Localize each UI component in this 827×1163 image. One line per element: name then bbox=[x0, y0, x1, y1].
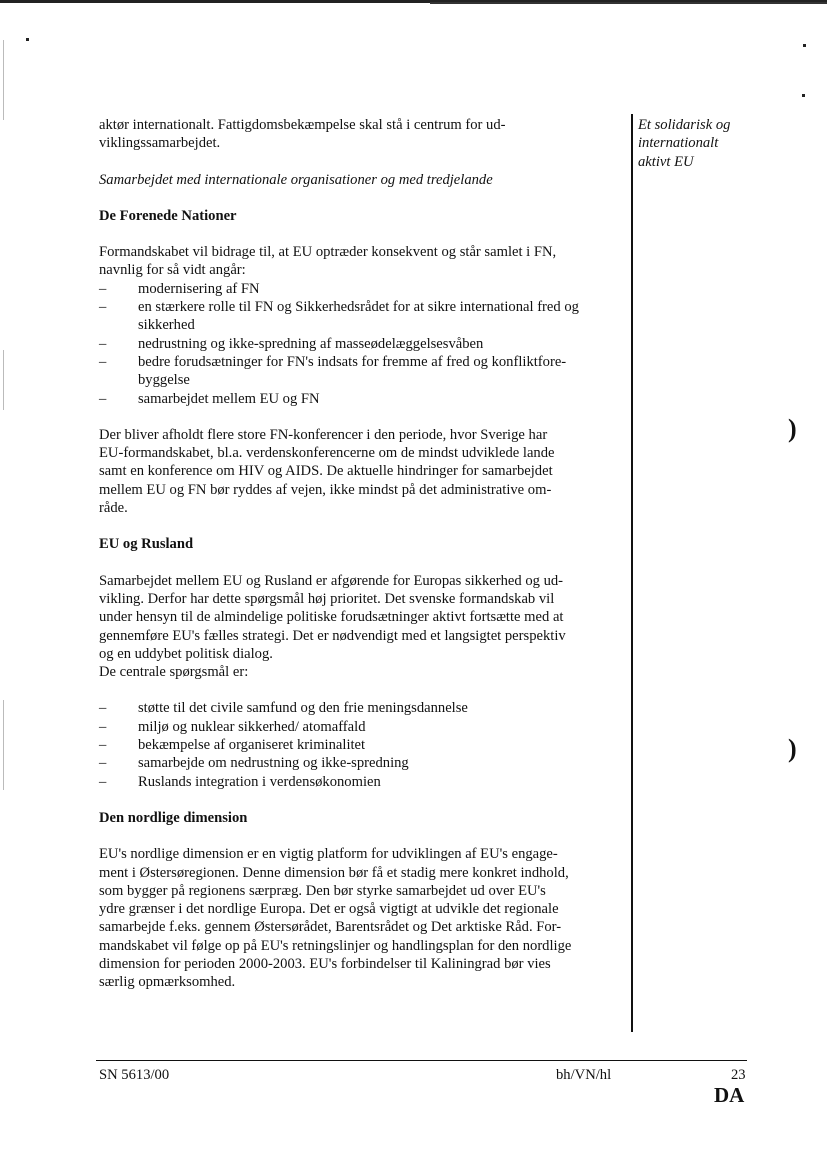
language-code: DA bbox=[714, 1083, 745, 1107]
list-item: – bekæmpelse af organiseret kriminalitet bbox=[99, 736, 624, 754]
scan-speck bbox=[802, 94, 805, 97]
scan-paren-mark: ) bbox=[788, 734, 797, 763]
heading-northern: Den nordlige dimension bbox=[99, 809, 248, 826]
margin-note-line: Et solidarisk og bbox=[638, 117, 731, 133]
intro-line-1: aktør internationalt. Fattigdomsbekæmpelse skal stå i centrum for ud- bbox=[99, 117, 506, 133]
russia-para-line: vikling. Derfor har dette spørgsmål høj prioritet. Det svenske formandskab vil bbox=[99, 590, 555, 607]
list-item: – samarbejdet mellem EU og FN bbox=[99, 390, 624, 408]
northern-para-line: særlig opmærksomhed. bbox=[99, 974, 236, 991]
russia-list bbox=[99, 699, 624, 790]
margin-rule bbox=[631, 114, 633, 1032]
margin-note-line: internationalt bbox=[638, 135, 719, 152]
northern-para-line: samarbejde f.eks. gennem Østersørådet, Barentsrådet og Det arktiske Råd. For- bbox=[99, 919, 562, 936]
author-initials: bh/VN/hl bbox=[556, 1067, 612, 1083]
scan-speck bbox=[26, 38, 29, 41]
doc-reference: SN 5613/00 bbox=[99, 1067, 170, 1083]
top-border-scan bbox=[430, 2, 827, 4]
scan-edge-mark bbox=[3, 350, 4, 410]
russia-para-line: De centrale spørgsmål er: bbox=[99, 664, 249, 681]
un-para-line: Der bliver afholdt flere store FN-konferencer i den periode, hvor Sverige har bbox=[99, 426, 548, 443]
un-para-line: samt en konference om HIV og AIDS. De aktuelle hindringer for samarbejdet bbox=[99, 463, 553, 480]
list-item: – en stærkere rolle til FN og Sikkerhedsrådet for at sikre international fred og sikkerhed bbox=[99, 298, 624, 335]
scan-edge-mark bbox=[3, 700, 4, 790]
scan-paren-mark: ) bbox=[788, 414, 797, 443]
un-para-line: EU-formandskabet, bl.a. verdenskonferencerne om de mindst udviklede lande bbox=[99, 445, 555, 462]
footer-rule bbox=[96, 1060, 747, 1061]
northern-para-line: ment i Østersøregionen. Denne dimension bør få et stadig mere konkret indhold, bbox=[99, 864, 569, 881]
margin-note bbox=[638, 116, 788, 171]
northern-para-line: dimension for perioden 2000-2003. EU's forbindelser til Kaliningrad bør vies bbox=[99, 955, 551, 972]
un-intro-line-2: navnlig for så vidt angår: bbox=[99, 262, 246, 279]
scan-edge-mark bbox=[3, 40, 4, 120]
un-intro-line-1: Formandskabet vil bidrage til, at EU optræder konsekvent og står samlet i FN, bbox=[99, 244, 557, 261]
list-item: – samarbejde om nedrustning og ikke-spredning bbox=[99, 754, 624, 772]
intro-line-2: viklingssamarbejdet. bbox=[99, 135, 221, 152]
russia-para-line: under hensyn til de almindelige politiske forudsætninger aktivt fortsætte med at bbox=[99, 609, 564, 626]
list-item: – støtte til det civile samfund og den frie meningsdannelse bbox=[99, 699, 624, 717]
list-item: – bedre forudsætninger for FN's indsats for fremme af fred og konfliktfore- byggelse bbox=[99, 353, 624, 390]
page-number: 23 bbox=[731, 1067, 746, 1083]
main-text bbox=[99, 116, 624, 992]
list-item: – miljø og nuklear sikkerhed/ atomaffald bbox=[99, 718, 624, 736]
heading-un: De Forenede Nationer bbox=[99, 207, 237, 224]
section-title: Samarbejdet med internationale organisationer og med tredjelande bbox=[99, 171, 493, 188]
margin-note-line: aktivt EU bbox=[638, 153, 694, 170]
list-item: – nedrustning og ikke-spredning af masseødelæggelsesvåben bbox=[99, 335, 624, 353]
scan-speck bbox=[803, 44, 806, 47]
list-item: – modernisering af FN bbox=[99, 280, 624, 298]
un-para-line: råde. bbox=[99, 500, 128, 517]
northern-para-line: mandskabet vil følge op på EU's retningslinjer og handlingsplan for den nordlige bbox=[99, 937, 572, 954]
russia-para-line: Samarbejdet mellem EU og Rusland er afgørende for Europas sikkerhed og ud- bbox=[99, 572, 564, 589]
northern-para-line: EU's nordlige dimension er en vigtig platform for udviklingen af EU's engage- bbox=[99, 846, 558, 863]
russia-para-line: gennemføre EU's fælles strategi. Det er nødvendigt med et langsigtet perspektiv bbox=[99, 627, 566, 644]
un-para-line: mellem EU og FN bør ryddes af vejen, ikke mindst på det administrative om- bbox=[99, 481, 552, 498]
northern-para-line: ydre grænser i det nordlige Europa. Det er også vigtigt at udvikle det regionale bbox=[99, 901, 559, 918]
heading-russia: EU og Rusland bbox=[99, 536, 194, 553]
list-item: – Ruslands integration i verdensøkonomien bbox=[99, 773, 624, 791]
northern-para-line: som bygger på regionens særpræg. Den bør styrke samarbejdet ud over EU's bbox=[99, 882, 546, 899]
russia-para-line: og en uddybet politisk dialog. bbox=[99, 645, 273, 662]
un-list bbox=[99, 280, 624, 408]
